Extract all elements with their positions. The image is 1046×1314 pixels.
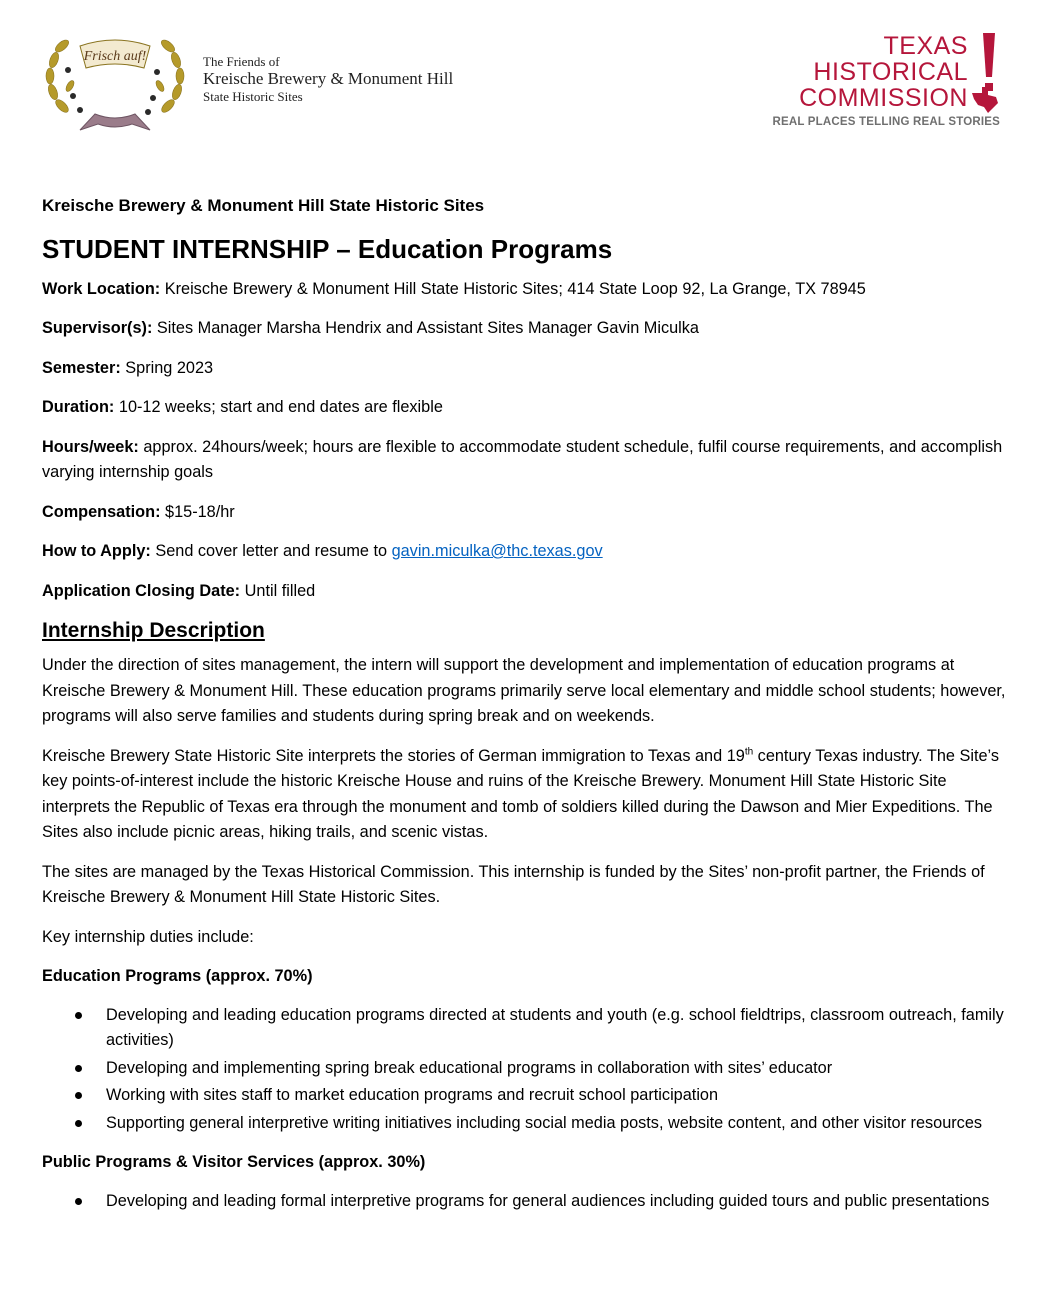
paragraph-text: century Texas industry. The Site’s key points-of-interest include the historic Kreische House and ruins of the Kreische Brewery. Monument Hill State Historic Site interprets the Republic of Texas era through the monument and tomb of soldiers killed during the Dawson and Mier Expeditions. The Sites also include picnic areas, hiking trails, and scenic vistas. [42, 746, 1000, 841]
bullet-icon [75, 1120, 82, 1127]
education-duties-list [42, 1003, 1007, 1137]
list-item [42, 1083, 1007, 1109]
thc-logo-line-2: HISTORICAL [813, 58, 968, 86]
field-value: 10-12 weeks; start and end dates are flexible [114, 398, 443, 416]
field-closing-date [42, 579, 1007, 605]
apply-email-link[interactable]: gavin.miculka@thc.texas.gov [391, 542, 603, 560]
friends-org-name [203, 54, 453, 105]
thc-logo [760, 33, 1000, 133]
org-heading: Kreische Brewery & Monument Hill State Historic Sites [42, 196, 485, 215]
ordinal-suffix: th [744, 746, 754, 758]
friends-wreath-logo [40, 26, 190, 138]
thc-logo-line-1: TEXAS [883, 32, 968, 60]
bullet-icon [75, 1065, 82, 1072]
page-header [0, 0, 1046, 150]
texas-map-icon [970, 85, 1000, 113]
field-label: Compensation: [42, 502, 161, 521]
description-paragraph-2 [42, 744, 1007, 846]
document-body [42, 193, 1007, 1228]
field-value: Kreische Brewery & Monument Hill State Historic Sites; 414 State Loop 92, La Grange, TX 78945 [160, 279, 866, 298]
field-value: Send cover letter and resume to [150, 542, 392, 560]
bullet-icon [75, 1092, 82, 1099]
friends-line-2: Kreische Brewery & Monument Hill [203, 69, 454, 88]
page-title: STUDENT INTERNSHIP – Education Programs [42, 233, 613, 264]
field-compensation [42, 500, 1007, 526]
description-paragraph-1: Under the direction of sites management, the intern will support the development and implementation of education programs at Kreische Brewery & Monument Hill. These education programs primarily serve local elementary and middle school students; however, programs will also serve families and students during spring break and on weekends. [42, 656, 1006, 725]
public-duties-list [42, 1189, 1007, 1215]
field-how-to-apply [42, 539, 1007, 565]
field-semester [42, 356, 1007, 382]
thc-logo-line-3: COMMISSION [799, 84, 968, 112]
list-item-text: Supporting general interpretive writing initiatives including social media posts, website content, and other visitor resources [106, 1113, 983, 1132]
list-item-text: Working with sites staff to market education programs and recruit school participation [106, 1086, 719, 1104]
field-label: Work Location: [42, 279, 161, 298]
list-item [42, 1189, 1007, 1215]
list-item [42, 1056, 1007, 1082]
field-label: Duration: [42, 398, 115, 416]
friends-logo-motto: Frisch auf! [83, 49, 147, 64]
friends-line-3: State Historic Sites [203, 89, 303, 104]
thc-tagline: REAL PLACES TELLING REAL STORIES [772, 116, 1000, 128]
bullet-icon [75, 1012, 82, 1019]
field-value: $15-18/hr [160, 502, 235, 521]
friends-line-1: The Friends of [203, 54, 280, 69]
list-item-text: Developing and implementing spring break educational programs in collaboration with sites’ educator [106, 1058, 833, 1077]
field-work-location [42, 277, 1007, 303]
list-item [42, 1111, 1007, 1137]
section-heading-description: Internship Description [42, 619, 265, 642]
duties-intro: Key internship duties include: [42, 927, 254, 946]
public-programs-heading: Public Programs & Visitor Services (approx. 30%) [42, 1153, 426, 1171]
paragraph-text: Kreische Brewery State Historic Site interprets the stories of German immigration to Texas and 19 [42, 746, 745, 765]
description-paragraph-3: The sites are managed by the Texas Historical Commission. This internship is funded by the Sites’ non-profit partner, the Friends of Kreische Brewery & Monument Hill State Historic Sites. [42, 862, 985, 906]
field-value: Until filled [240, 581, 316, 600]
field-duration [42, 395, 1007, 421]
education-programs-heading: Education Programs (approx. 70%) [42, 967, 313, 985]
field-value: Sites Manager Marsha Hendrix and Assistant Sites Manager Gavin Miculka [152, 319, 699, 337]
field-supervisor [42, 316, 1007, 342]
list-item [42, 1003, 1007, 1054]
list-item-text: Developing and leading formal interpretive programs for general audiences including guided tours and public presentations [106, 1191, 990, 1210]
bullet-icon [75, 1198, 82, 1205]
field-value: Spring 2023 [120, 358, 214, 377]
field-label: Supervisor(s): [42, 319, 153, 337]
field-label: Semester: [42, 358, 121, 377]
field-value: approx. 24hours/week; hours are flexible to accommodate student schedule, fulfil course requirements, and accomplish varying internship goals [42, 437, 1003, 481]
field-label: How to Apply: [42, 542, 151, 560]
field-label: Application Closing Date: [42, 581, 241, 600]
list-item-text: Developing and leading education programs directed at students and youth (e.g. school fieldtrips, classroom outreach, family activities) [106, 1005, 1004, 1049]
field-label: Hours/week: [42, 437, 139, 456]
field-hours [42, 435, 1007, 486]
